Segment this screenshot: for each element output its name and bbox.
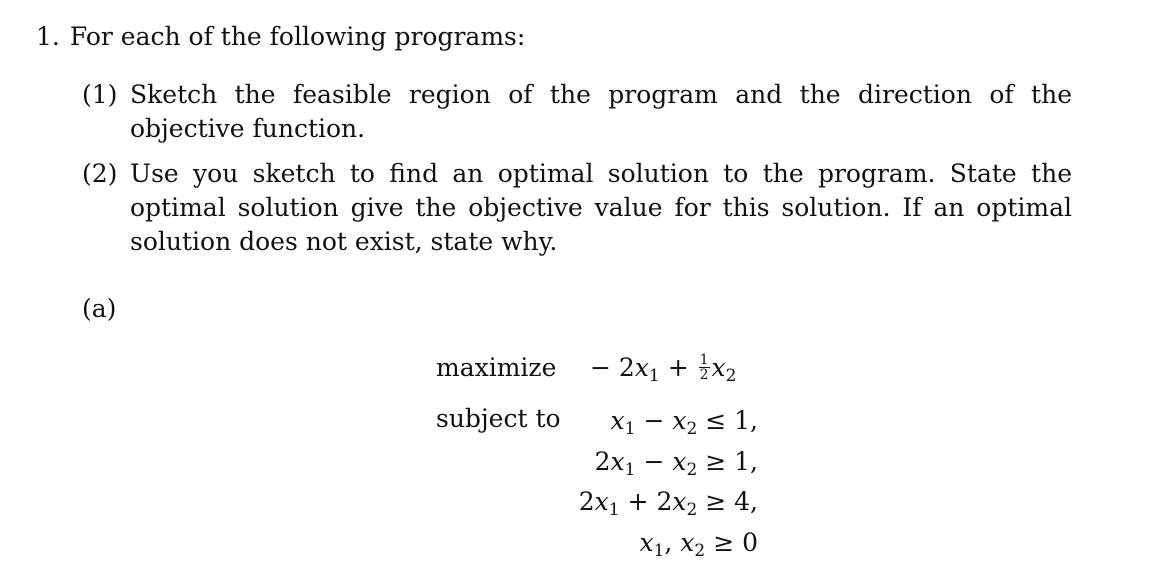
- rhs: 1,: [734, 447, 758, 476]
- operator: −: [643, 447, 665, 476]
- coef: 2: [578, 487, 595, 516]
- objective-operator: +: [667, 353, 689, 382]
- rhs: 0: [742, 528, 758, 557]
- item-text: Sketch the feasible region of the program and the direction of the objective function.: [130, 80, 1072, 143]
- instruction-item-2: [82, 157, 1072, 259]
- objective-var-1: x: [634, 353, 649, 382]
- item-marker: (2): [82, 159, 118, 188]
- constraint-row: [595, 445, 758, 479]
- subscript: 1: [608, 500, 620, 520]
- variable: x: [610, 447, 625, 476]
- problem-heading: [36, 20, 525, 54]
- part-label: (a): [82, 294, 117, 323]
- maximize-keyword: maximize: [436, 353, 557, 382]
- coef: 2: [594, 447, 611, 476]
- rhs: 4,: [734, 487, 758, 516]
- variable: x: [672, 487, 687, 516]
- relation: ≥: [713, 528, 735, 557]
- variable: x: [594, 487, 609, 516]
- problem-heading-text: For each of the following programs:: [69, 22, 526, 51]
- operator: −: [643, 406, 665, 435]
- variable: x: [610, 406, 625, 435]
- subscript: 2: [686, 500, 698, 520]
- item-marker: (1): [82, 80, 118, 109]
- rhs: 1,: [734, 406, 758, 435]
- variable: x: [672, 447, 687, 476]
- operator: +: [627, 487, 649, 516]
- subscript: 1: [624, 460, 636, 480]
- subscript: 2: [686, 419, 698, 439]
- relation: ≥: [705, 487, 727, 516]
- objective-coef-1: 2: [618, 353, 635, 382]
- objective-var-2: x: [711, 353, 726, 382]
- objective-sub-1: 1: [648, 366, 660, 386]
- subscript: 2: [686, 460, 698, 480]
- subscript: 1: [624, 419, 636, 439]
- objective-fraction: [699, 353, 710, 382]
- objective-function: [590, 351, 736, 385]
- relation: ≥: [705, 447, 727, 476]
- nonnegativity-constraint: [639, 526, 758, 560]
- objective-sign: −: [590, 353, 611, 382]
- constraint-row: [579, 485, 758, 519]
- fraction-numerator: 1: [699, 352, 709, 368]
- instruction-item-1: [82, 78, 1072, 146]
- subscript: 1: [653, 541, 665, 561]
- objective-sub-2: 2: [725, 366, 737, 386]
- constraint-row: [611, 404, 758, 438]
- item-text: Use you sketch to find an optimal solution to the program. State the optimal solution give the objective value for this solution. If an optimal solution does not exist, state why.: [130, 159, 1072, 256]
- relation: ≤: [705, 406, 727, 435]
- variable: x: [680, 528, 695, 557]
- subscript: 2: [694, 541, 706, 561]
- coef: 2: [656, 487, 673, 516]
- problem-number: 1.: [36, 22, 60, 51]
- separator: ,: [664, 528, 673, 557]
- variable: x: [639, 528, 654, 557]
- subject-to-keyword: subject to: [436, 404, 561, 433]
- fraction-denominator: 2: [699, 367, 709, 383]
- variable: x: [672, 406, 687, 435]
